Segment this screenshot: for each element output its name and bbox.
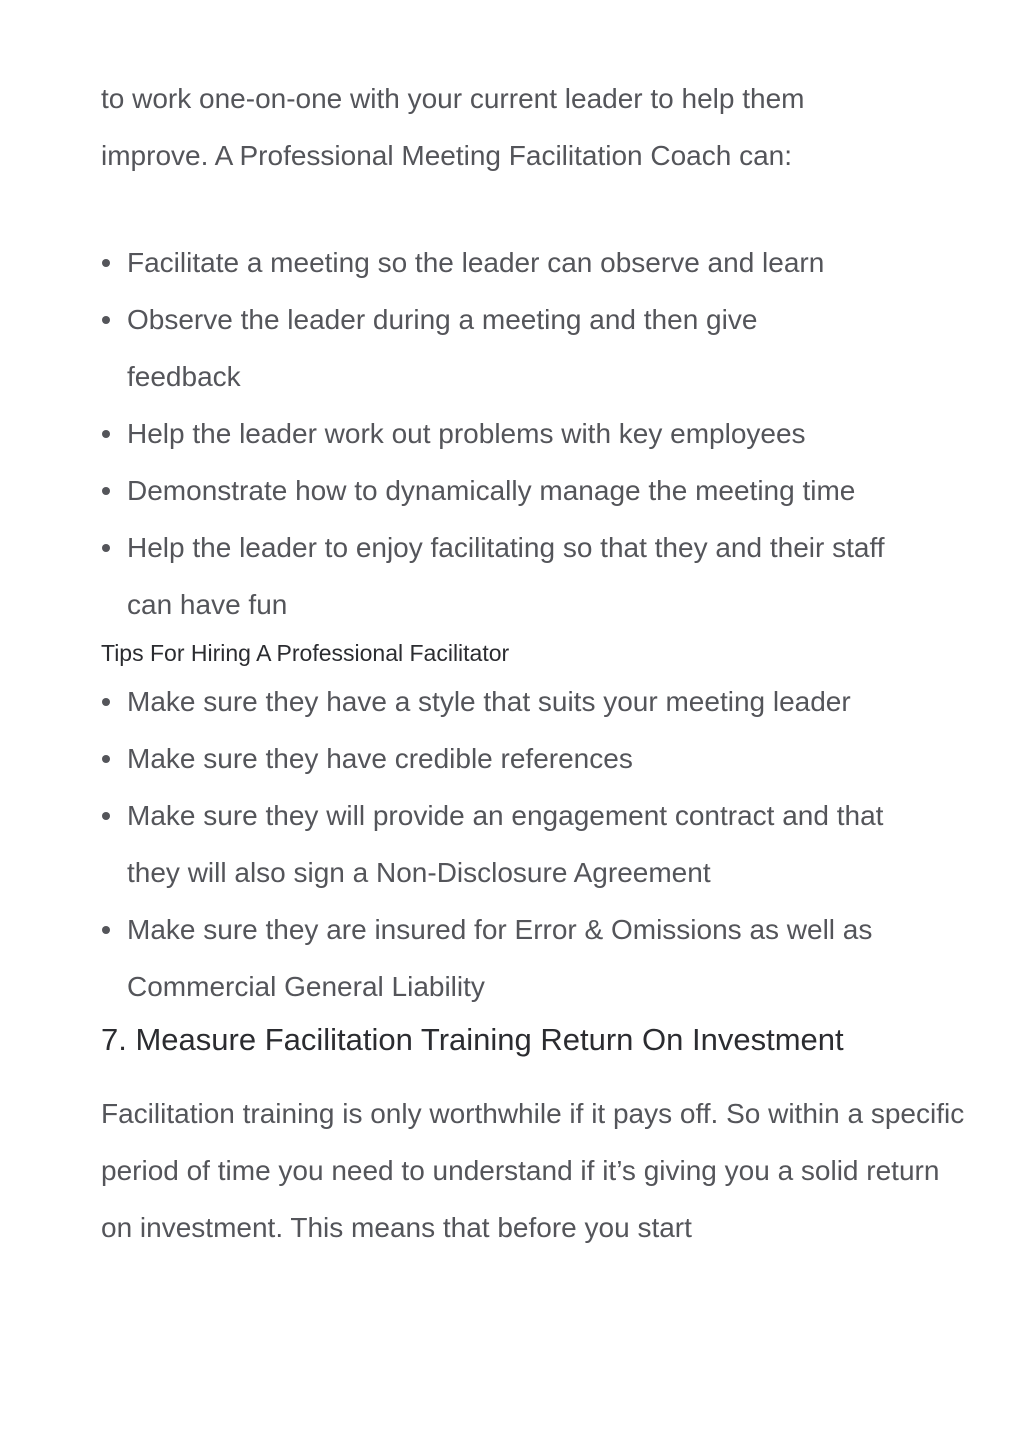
section-heading: 7. Measure Facilitation Training Return On Investment bbox=[101, 1022, 844, 1057]
list-item: Demonstrate how to dynamically manage the meeting time bbox=[101, 462, 971, 519]
list-item: Make sure they have credible references bbox=[101, 730, 971, 787]
list-item: Facilitate a meeting so the leader can observe and learn bbox=[101, 234, 971, 291]
list-item: Observe the leader during a meeting and then give feedback bbox=[101, 291, 847, 405]
tips-list bbox=[101, 673, 971, 1015]
coach-abilities-list bbox=[101, 234, 971, 633]
intro-line-1: to work one-on-one with your current leader to help them bbox=[101, 83, 805, 114]
list-item: Help the leader work out problems with key employees bbox=[101, 405, 971, 462]
list-item: Help the leader to enjoy facilitating so that they and their staff can have fun bbox=[101, 519, 917, 633]
section-body-paragraph: Facilitation training is only worthwhile if it pays off. So within a specific period of time you need to understand if it’s giving you a solid return on investment. This means that before you start bbox=[101, 1098, 965, 1243]
intro-line-2: improve. A Professional Meeting Facilitation Coach can: bbox=[101, 140, 793, 171]
document-page bbox=[101, 70, 971, 1256]
list-item: Make sure they have a style that suits your meeting leader bbox=[101, 673, 971, 730]
intro-paragraph bbox=[101, 70, 971, 184]
tips-heading: Tips For Hiring A Professional Facilitator bbox=[101, 640, 510, 666]
list-item: Make sure they will provide an engagement contract and that they will also sign a Non-Disclosure Agreement bbox=[101, 787, 927, 901]
list-item: Make sure they are insured for Error & Omissions as well as Commercial General Liability bbox=[101, 901, 971, 1015]
